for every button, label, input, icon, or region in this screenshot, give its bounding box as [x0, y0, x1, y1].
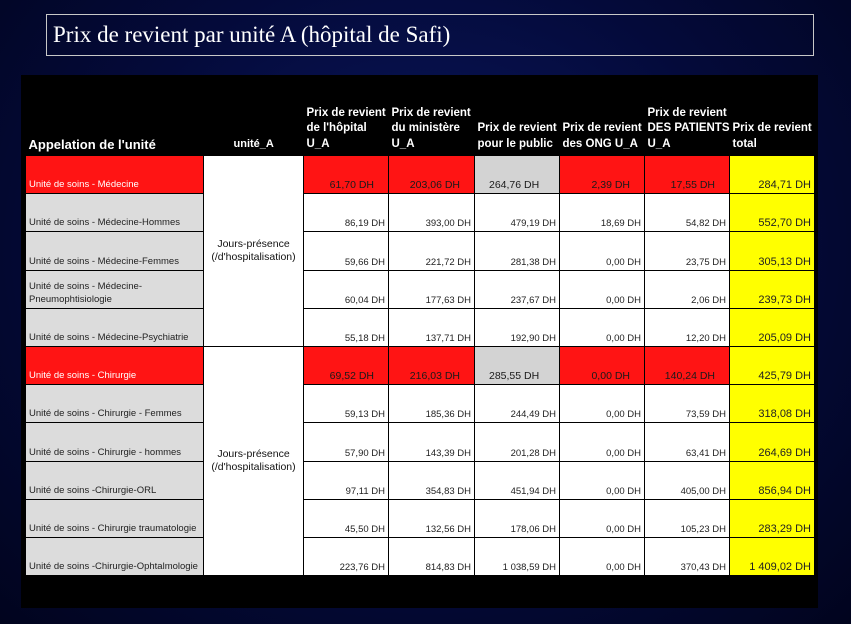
table-row [26, 385, 815, 423]
unit-label-chirurgie: Jours-présence (/d'hospitalisation) [204, 346, 304, 575]
slide-title: Prix de revient par unité A (hôpital de Safi) [46, 14, 814, 56]
cell-patients: 73,59 DH [645, 385, 730, 423]
row-label: Unité de soins - Médecine-Hommes [26, 194, 204, 232]
cell-total: 284,71 DH [730, 156, 815, 194]
cell-ong: 0,00 DH [560, 537, 645, 575]
header-unit-name: Appelation de l'unité [28, 136, 156, 152]
unit-label-medecine: Jours-présence (/d'hospitalisation) [204, 156, 304, 347]
cell-total: 239,73 DH [730, 270, 815, 308]
cell-patients: 12,20 DH [645, 308, 730, 346]
row-label: Unité de soins - Médecine [26, 156, 204, 194]
table-row [26, 423, 815, 461]
cell-public: 178,06 DH [475, 499, 560, 537]
cost-table [25, 79, 815, 576]
cell-patients: 54,82 DH [645, 194, 730, 232]
cell-patients: 370,43 DH [645, 537, 730, 575]
row-label: Unité de soins -Chirurgie-ORL [26, 461, 204, 499]
table-row [26, 156, 815, 194]
cell-ong: 0,00 DH [560, 423, 645, 461]
cell-hopital: 69,52 DH [304, 346, 389, 384]
row-label: Unité de soins - Médecine-Psychiatrie [26, 308, 204, 346]
cell-public: 1 038,59 DH [475, 537, 560, 575]
cell-patients: 140,24 DH [645, 346, 730, 384]
cell-ong: 0,00 DH [560, 270, 645, 308]
table-row [26, 499, 815, 537]
cell-patients: 105,23 DH [645, 499, 730, 537]
cell-hopital: 59,13 DH [304, 385, 389, 423]
row-label: Unité de soins - Chirurgie [26, 346, 204, 384]
cell-patients: 2,06 DH [645, 270, 730, 308]
table-body [26, 156, 815, 576]
cell-ong: 2,39 DH [560, 156, 645, 194]
table-row [26, 232, 815, 270]
cell-ministere: 216,03 DH [389, 346, 475, 384]
cell-total: 318,08 DH [730, 385, 815, 423]
cell-total: 264,69 DH [730, 423, 815, 461]
cell-ministere: 354,83 DH [389, 461, 475, 499]
cell-ministere: 132,56 DH [389, 499, 475, 537]
cell-public: 192,90 DH [475, 308, 560, 346]
table-row [26, 461, 815, 499]
cell-public: 244,49 DH [475, 385, 560, 423]
cell-hopital: 57,90 DH [304, 423, 389, 461]
cell-ong: 0,00 DH [560, 346, 645, 384]
cell-ministere: 143,39 DH [389, 423, 475, 461]
header-patients: Prix de revient DES PATIENTS U_A [647, 106, 730, 150]
header-ministere: Prix de revient du ministère U_A [391, 106, 471, 150]
cell-ministere: 393,00 DH [389, 194, 475, 232]
cell-patients: 23,75 DH [645, 232, 730, 270]
cell-hopital: 55,18 DH [304, 308, 389, 346]
cell-ministere: 203,06 DH [389, 156, 475, 194]
cell-public: 285,55 DH [475, 346, 560, 384]
cell-hopital: 60,04 DH [304, 270, 389, 308]
cell-ministere: 185,36 DH [389, 385, 475, 423]
cell-hopital: 86,19 DH [304, 194, 389, 232]
header-public: Prix de revient pour le public [477, 122, 557, 150]
cell-public: 237,67 DH [475, 270, 560, 308]
cell-patients: 17,55 DH [645, 156, 730, 194]
cell-public: 201,28 DH [475, 423, 560, 461]
cell-ministere: 137,71 DH [389, 308, 475, 346]
cell-hopital: 45,50 DH [304, 499, 389, 537]
cell-total: 856,94 DH [730, 461, 815, 499]
cell-total: 1 409,02 DH [730, 537, 815, 575]
cell-hopital: 59,66 DH [304, 232, 389, 270]
cell-public: 479,19 DH [475, 194, 560, 232]
cell-ministere: 177,63 DH [389, 270, 475, 308]
cell-public: 264,76 DH [475, 156, 560, 194]
cell-ministere: 221,72 DH [389, 232, 475, 270]
cell-ong: 0,00 DH [560, 461, 645, 499]
table-row [26, 194, 815, 232]
cell-total: 283,29 DH [730, 499, 815, 537]
table-row [26, 270, 815, 308]
row-label: Unité de soins - Chirurgie - Femmes [26, 385, 204, 423]
cell-public: 281,38 DH [475, 232, 560, 270]
cell-hopital: 97,11 DH [304, 461, 389, 499]
cell-hopital: 61,70 DH [304, 156, 389, 194]
cell-total: 552,70 DH [730, 194, 815, 232]
cell-hopital: 223,76 DH [304, 537, 389, 575]
row-label: Unité de soins - Chirurgie - hommes [26, 423, 204, 461]
header-ong: Prix de revient des ONG U_A [562, 122, 642, 150]
row-label: Unité de soins - Chirurgie traumatologie [26, 499, 204, 537]
cell-ong: 18,69 DH [560, 194, 645, 232]
header-unit-a: unité_A [233, 137, 274, 150]
cell-total: 425,79 DH [730, 346, 815, 384]
row-label: Unité de soins - Médecine-Femmes [26, 232, 204, 270]
cell-ong: 0,00 DH [560, 499, 645, 537]
cell-total: 205,09 DH [730, 308, 815, 346]
table-row [26, 308, 815, 346]
cell-ministere: 814,83 DH [389, 537, 475, 575]
cell-ong: 0,00 DH [560, 385, 645, 423]
header-hopital: Prix de revient de l'hôpital U_A [306, 106, 386, 150]
cell-ong: 0,00 DH [560, 232, 645, 270]
header-total: Prix de revient total [732, 122, 812, 150]
cell-public: 451,94 DH [475, 461, 560, 499]
cost-table-container [21, 75, 818, 608]
row-label: Unité de soins - Médecine-Pneumophtisiologie [26, 270, 204, 308]
cell-patients: 405,00 DH [645, 461, 730, 499]
cell-patients: 63,41 DH [645, 423, 730, 461]
table-row [26, 346, 815, 384]
cell-ong: 0,00 DH [560, 308, 645, 346]
cell-total: 305,13 DH [730, 232, 815, 270]
header-row [26, 79, 815, 156]
row-label: Unité de soins -Chirurgie-Ophtalmologie [26, 537, 204, 575]
table-row [26, 537, 815, 575]
